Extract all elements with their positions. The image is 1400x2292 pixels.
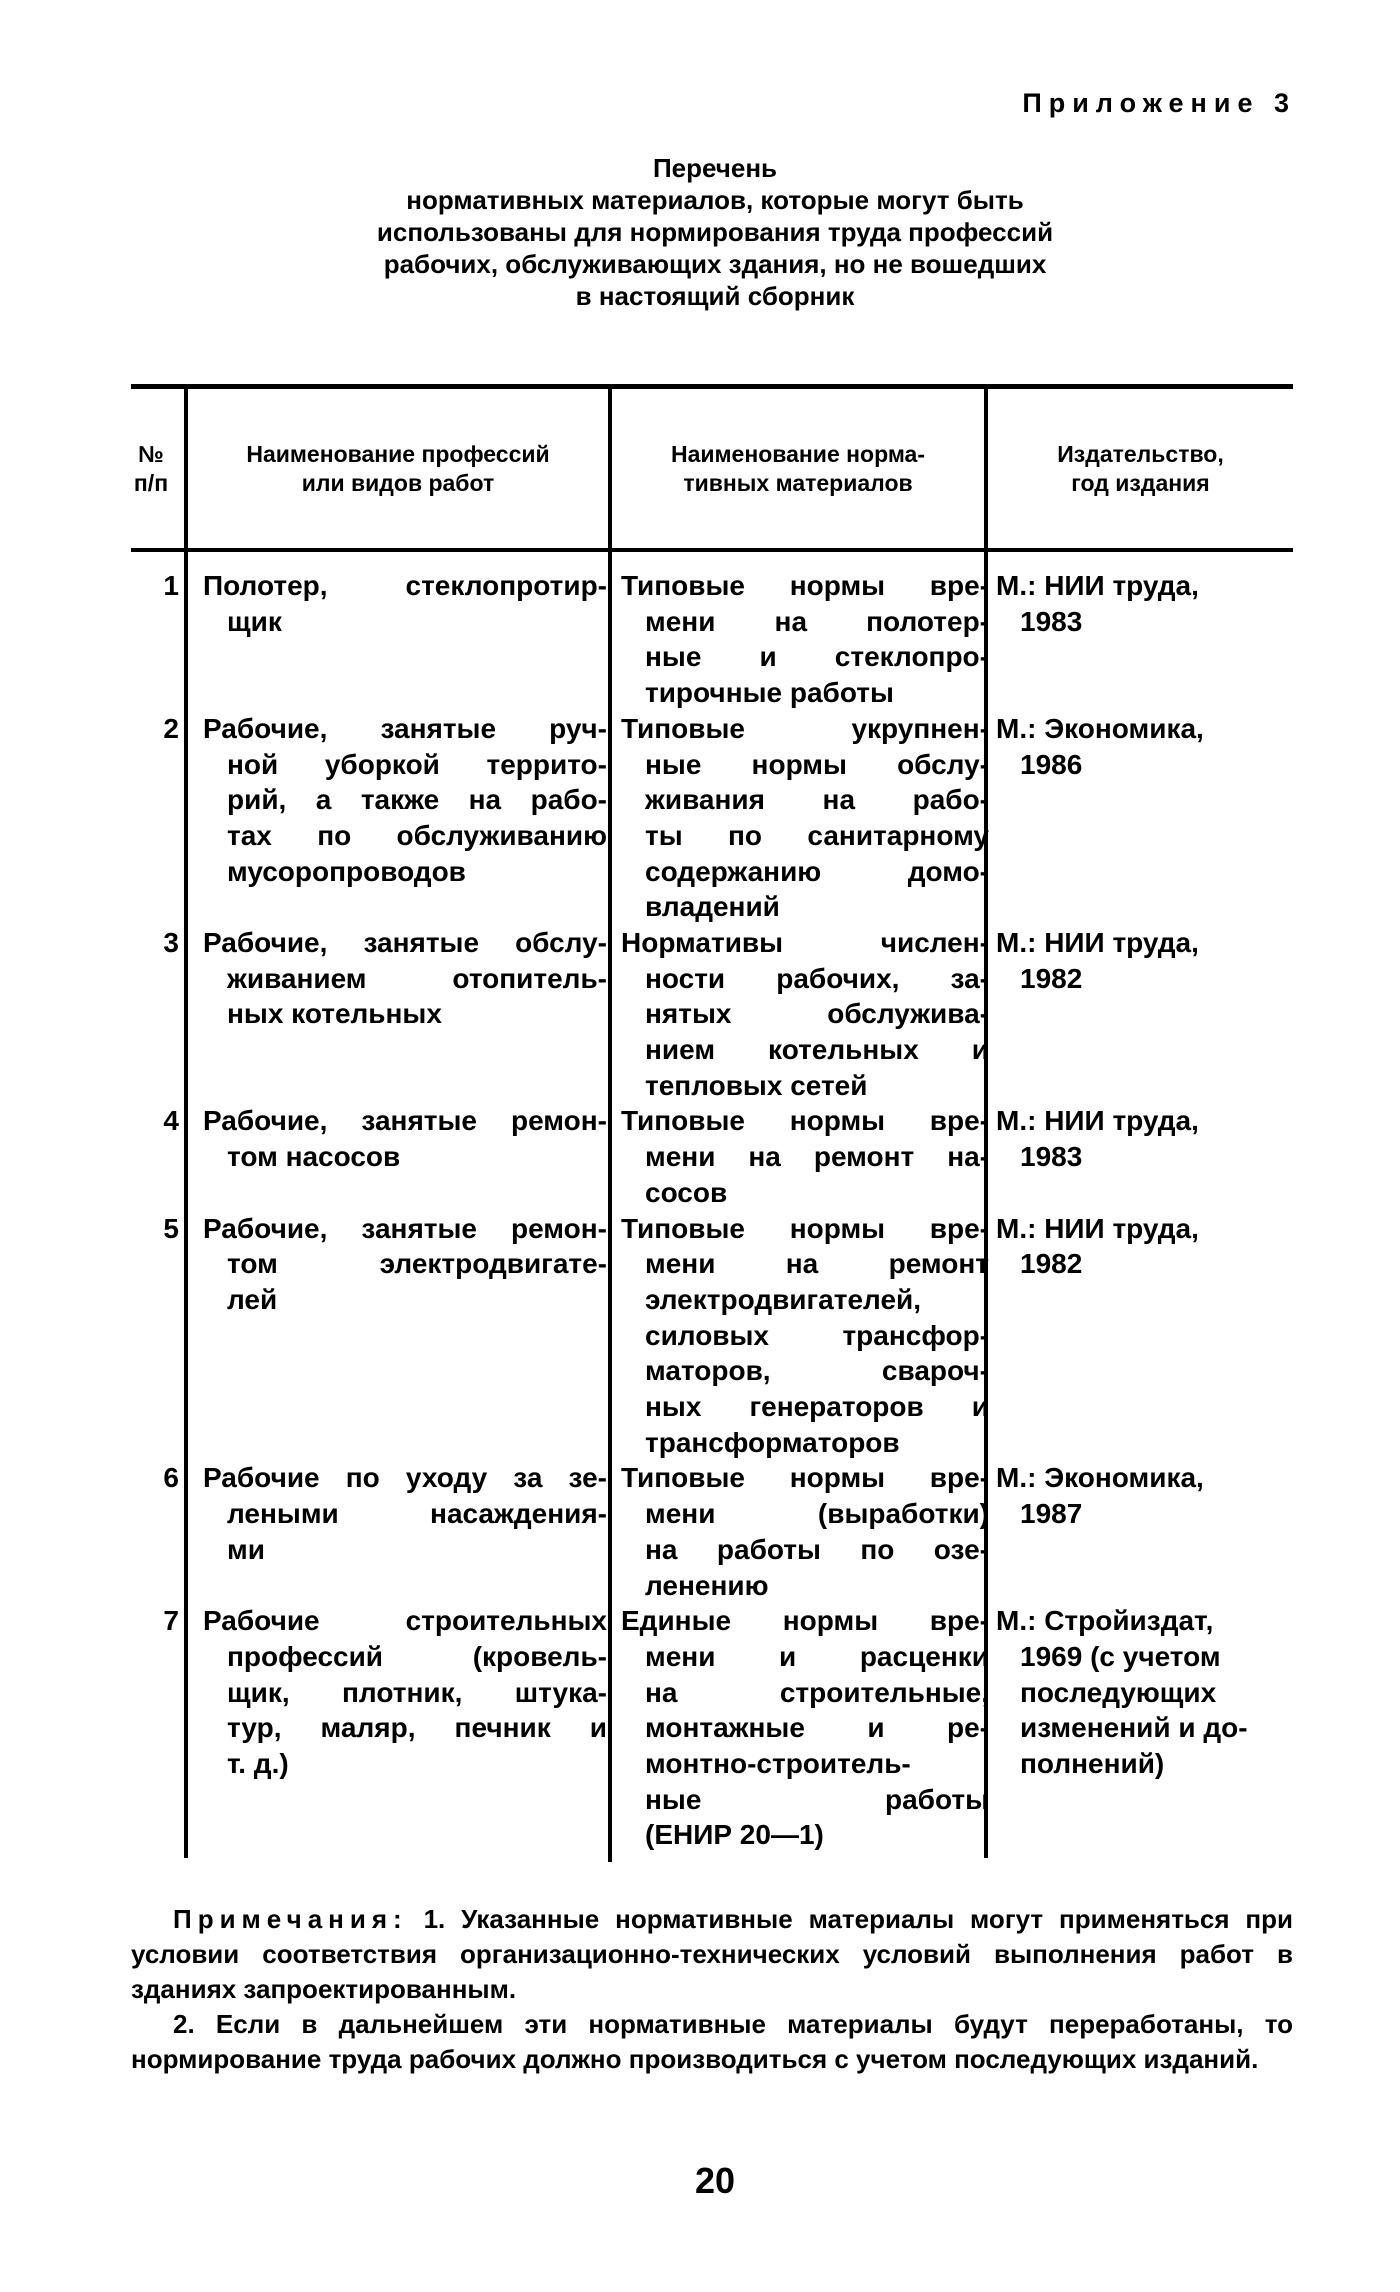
table-body [131,568,1293,1853]
cell-line: рий, а также на рабо- [227,784,607,816]
header-text: п/п [133,470,169,496]
table-row [131,568,1293,711]
cell-materials [621,568,989,711]
header-text: Наименование профессий [246,441,550,467]
cell-line: профессий (кровель- [227,1640,607,1672]
document-title [290,152,1140,312]
cell-line: т. д.) [227,1748,289,1780]
cell-line: мени на ремонт [645,1248,989,1280]
cell-line: последующих [1020,1676,1217,1708]
cell-line: (ЕНИР 20—1) [645,1819,824,1851]
cell-materials [621,1603,989,1853]
cell-line: полнений) [1020,1748,1165,1780]
note-1 [131,1902,1293,2007]
cell-materials [621,1211,989,1461]
row-number: 6 [163,1462,179,1494]
cell-publisher [996,1460,1288,1531]
cell-line: ной уборкой террито- [227,748,607,780]
cell-line: 1987 [1020,1498,1083,1530]
cell-line: изменений и до- [1020,1712,1248,1744]
cell-line: трансформаторов [645,1426,900,1458]
notes-label: Примечания: [173,1904,408,1934]
cell-line: щик [227,605,282,637]
page-number: 20 [694,2160,736,2201]
cell-line: 1982 [1020,962,1083,994]
cell-line: Рабочие, занятые ремон- [203,1105,607,1137]
header-text: Издательство, [1057,441,1224,467]
cell-line: маторов, свароч- [645,1355,989,1387]
cell-line: 1982 [1020,1248,1083,1280]
cell-line: нятых обслужива- [645,998,989,1030]
cell-line: Рабочие, занятые ремон- [203,1212,607,1244]
cell-line: Единые нормы вре- [621,1605,989,1637]
note-2: 2. Если в дальнейшем эти нормативные материалы будут переработаны, то нормирование труда рабочих должно производиться с учетом последующих изданий. [131,2009,1293,2074]
cell-line: содержанию домо- [645,855,989,887]
row-number: 1 [163,570,179,601]
cell-line: лей [227,1283,278,1315]
cell-publisher [996,1211,1288,1282]
cell-line: 1983 [1020,605,1083,637]
cell-publisher [996,925,1288,996]
header-text: или видов работ [301,470,495,496]
cell-line: М.: НИИ труда, [996,926,1199,958]
cell-line: монтажные и ре- [645,1712,989,1744]
header-profession [188,440,608,498]
appendix-label: Приложение 3 [1022,88,1296,118]
cell-line: М.: Стройиздат, [996,1605,1214,1637]
cell-line: ты по санитарному [645,819,989,851]
cell-line: М.: НИИ труда, [996,1105,1199,1137]
cell-line: М.: НИИ труда, [996,570,1199,601]
cell-profession [203,1211,607,1318]
cell-line: мусоропроводов [227,855,466,887]
header-text: Наименование норма- [671,441,925,467]
table-row [131,1460,1293,1603]
title-line: в настоящий сборник [575,281,855,311]
table-row [131,1103,1293,1210]
cell-line: тур, маляр, печник и [227,1712,607,1744]
header-number [118,440,184,498]
note-text: 1. Указанные нормативные материалы могут применяться при условии соответствия организационно-технических условий выполнения работ в зданиях запроектированным. [131,1904,1293,2004]
cell-line: монтно-строитель- [645,1748,911,1780]
cell-line: Типовые нормы вре- [621,1105,989,1137]
cell-line: щик, плотник, штука- [227,1676,607,1708]
row-number: 3 [163,926,179,958]
row-number: 2 [163,712,179,744]
row-number: 7 [163,1605,179,1637]
table-top-rule [131,384,1293,389]
cell-line: Рабочие по уходу за зе- [203,1462,607,1494]
cell-line: леными насаждения- [227,1498,607,1530]
cell-line: ных котельных [227,998,442,1030]
cell-line: тепловых сетей [645,1069,868,1101]
header-text: тивных материалов [683,470,913,496]
cell-line: М.: Экономика, [996,712,1204,744]
header-materials [612,440,984,498]
cell-line: Типовые нормы вре- [621,570,989,601]
notes [131,1902,1293,2077]
cell-line: 1986 [1020,748,1083,780]
cell-line: силовых трансфор- [645,1319,989,1351]
cell-line: Рабочие строительных [203,1605,607,1637]
header-text: год издания [1071,470,1210,496]
cell-profession [203,925,607,1032]
cell-materials [621,1103,989,1210]
header-text: № [138,441,164,467]
cell-profession [203,711,607,890]
cell-line: нием котельных и [645,1034,989,1066]
table-row [131,1211,1293,1461]
title-line: нормативных материалов, которые могут быть [406,185,1024,215]
cell-line: ных генераторов и [645,1391,989,1423]
cell-line: тах по обслуживанию [227,819,607,851]
cell-line: 1969 (с учетом [1020,1640,1221,1672]
cell-line: М.: НИИ труда, [996,1212,1199,1244]
table-row [131,1603,1293,1853]
cell-line: живания на рабо- [645,784,989,816]
cell-publisher [996,568,1288,639]
cell-publisher [996,1103,1288,1174]
cell-line: ми [227,1533,265,1565]
cell-line: ные нормы обслу- [645,748,989,780]
cell-line: том электродвигате- [227,1248,607,1280]
cell-line: владений [645,891,780,923]
cell-materials [621,1460,989,1603]
cell-line: Нормативы числен- [621,926,989,958]
cell-line: тирочные работы [645,677,894,709]
cell-line: на работы по озе- [645,1533,989,1565]
cell-line: мени (выработки) [645,1498,989,1530]
title-line: использованы для нормирования труда профессий [376,217,1054,247]
cell-line: сосов [645,1176,728,1208]
cell-profession [203,1103,607,1174]
cell-line: Рабочие, занятые обслу- [203,926,607,958]
cell-line: ности рабочих, за- [645,962,989,994]
cell-line: электродвигателей, [645,1283,922,1315]
table-row [131,925,1293,1104]
cell-line: ные работы [645,1783,989,1815]
cell-publisher [996,711,1288,782]
cell-line: живанием отопитель- [227,962,607,994]
cell-materials [621,925,989,1104]
cell-profession [203,1603,607,1782]
table-row [131,711,1293,925]
cell-profession [203,568,607,639]
cell-line: ные и стеклопро- [645,641,989,673]
cell-line: том насосов [227,1141,401,1173]
cell-line: 1983 [1020,1141,1083,1173]
cell-line: мени на ремонт на- [645,1141,989,1173]
cell-line: Типовые нормы вре- [621,1212,989,1244]
header-bottom-rule [131,548,1293,552]
header-publisher [988,440,1293,498]
cell-line: мени и расценки [645,1640,989,1672]
title-line: Перечень [652,153,778,183]
cell-line: М.: Экономика, [996,1462,1204,1494]
cell-line: мени на полотер- [645,605,989,637]
cell-line: Типовые нормы вре- [621,1462,989,1494]
title-line: рабочих, обслуживающих здания, но не вошедших [383,249,1047,279]
row-number: 5 [163,1212,179,1244]
cell-line: Полотер, стеклопротир- [203,570,607,601]
cell-line: ленению [645,1569,769,1601]
cell-line: Рабочие, занятые руч- [203,712,607,744]
row-number: 4 [163,1105,179,1137]
cell-line: на строительные, [645,1676,989,1708]
cell-profession [203,1460,607,1567]
cell-publisher [996,1603,1288,1782]
cell-line: Типовые укрупнен- [621,712,989,744]
cell-materials [621,711,989,925]
